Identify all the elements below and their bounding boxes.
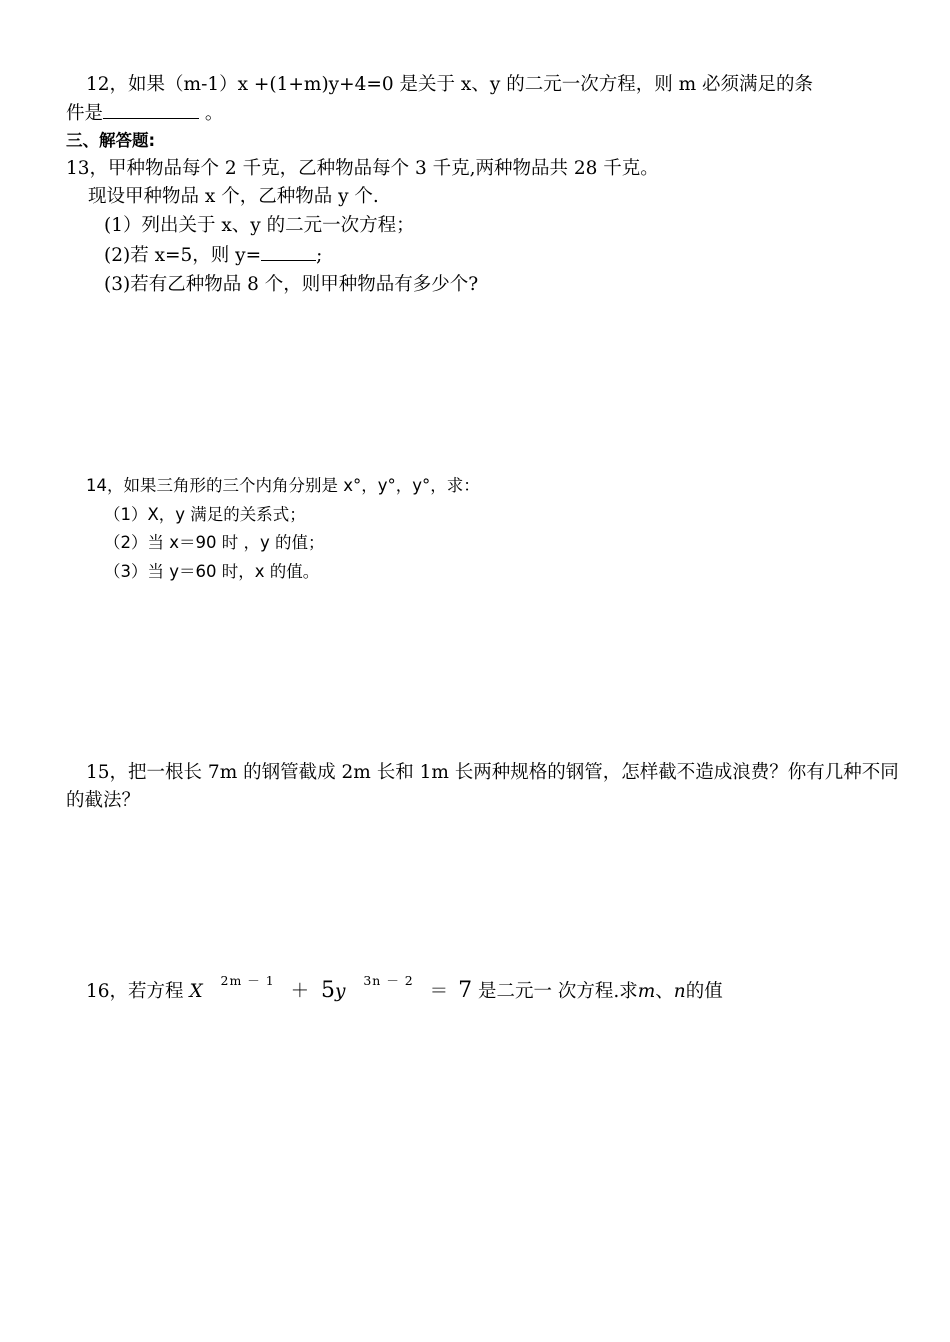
q13-part2-prefix: (2)若 x=5，则 y= <box>104 245 262 266</box>
q13-part2-suffix: ; <box>316 245 323 266</box>
q16-coef: 5 <box>321 978 336 1003</box>
q12-answer-blank[interactable] <box>103 100 199 119</box>
q14-part2: （2）当 x＝90 时 ，y 的值； <box>104 533 325 552</box>
q16-var-y: y <box>335 981 346 1002</box>
q16-sep: 、 <box>655 981 674 1002</box>
q12-line1: 12，如果（m-1）x +(1+m)y+4=0 是关于 x、y 的二元一次方程，则 m 必须满足的条 <box>86 74 813 95</box>
q13-line2: 现设甲种物品 x 个，乙种物品 y 个. <box>88 186 379 207</box>
q14-line1: 14，如果三角形的三个内角分别是 x°，y°，y°，求： <box>86 476 480 495</box>
q14-part3: （3）当 y＝60 时，x 的值。 <box>104 562 320 581</box>
q13-part1: (1）列出关于 x、y 的二元一次方程； <box>104 215 415 236</box>
q16-equals: ＝ <box>429 981 449 1002</box>
q16-plus: ＋ <box>290 981 310 1002</box>
q16-exp-x: 2m － 1 <box>220 973 275 988</box>
q13-part2 <box>104 242 322 269</box>
q16-exp-y: 3n － 2 <box>363 973 414 988</box>
q16-var-x: X <box>189 981 203 1002</box>
q16-var-n: n <box>673 981 686 1002</box>
q16-suffix-2: 的值 <box>685 981 723 1002</box>
q15-line1: 15，把一根长 7m 的钢管截成 2m 长和 1m 长两种规格的钢管，怎样截不造成浪费？你有几种不同 <box>86 762 899 783</box>
q12-line2-prefix: 件是 <box>66 103 104 124</box>
q14-part1: （1）X，y 满足的关系式； <box>104 505 306 524</box>
q16-var-m: m <box>637 981 656 1002</box>
q16-rhs: 7 <box>458 978 473 1003</box>
section-heading: 三、解答题: <box>66 131 156 150</box>
q16-line <box>86 973 723 1006</box>
q13-part3: (3)若有乙种物品 8 个，则甲种物品有多少个? <box>104 274 479 295</box>
q13-line1: 13，甲种物品每个 2 千克，乙种物品每个 3 千克,两种物品共 28 千克。 <box>66 158 659 179</box>
q15-line2: 的截法？ <box>66 790 141 811</box>
q12-line2-suffix: 。 <box>199 103 224 124</box>
q13-answer-blank[interactable] <box>261 242 316 261</box>
q16-suffix-1: 是二元一 次方程.求 <box>477 981 638 1002</box>
q16-prefix: 16，若方程 <box>86 981 184 1002</box>
q12-line2 <box>66 100 223 127</box>
